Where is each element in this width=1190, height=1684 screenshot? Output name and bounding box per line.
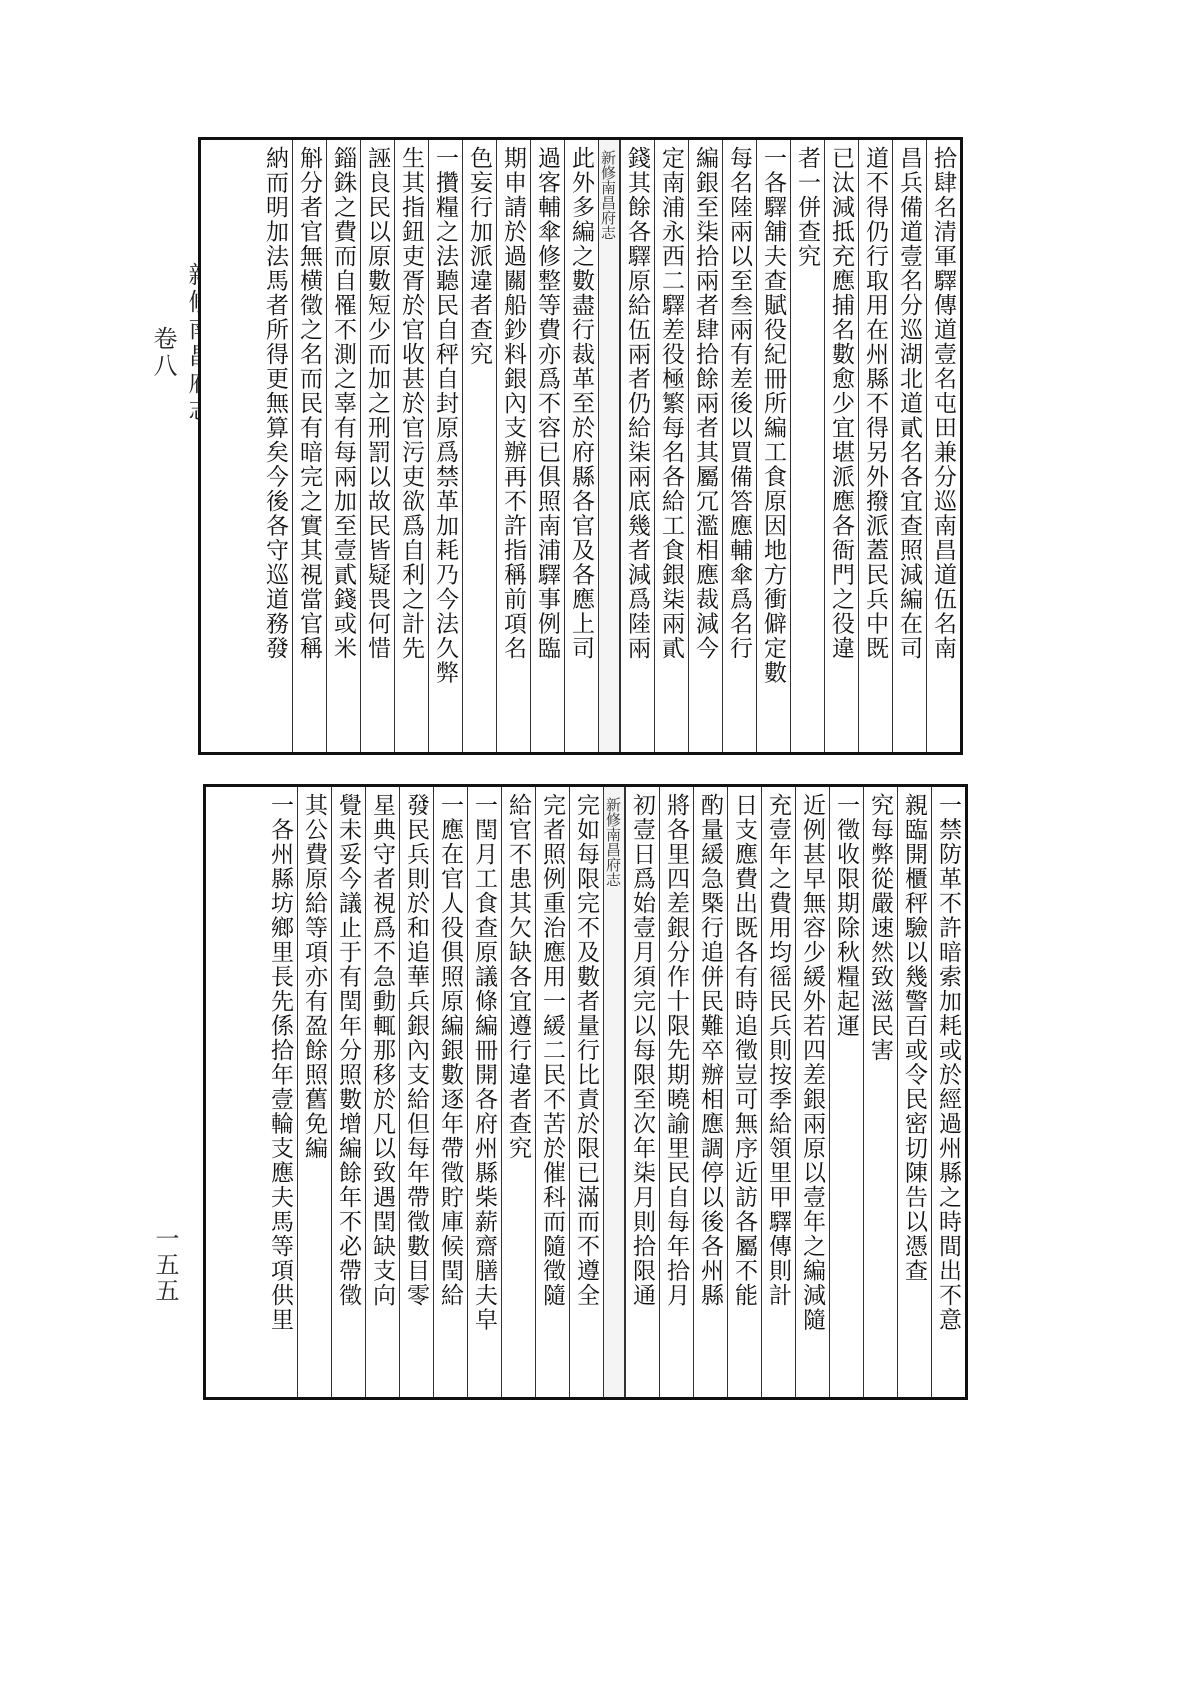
text-column: 一攢糧之法聽民自秤自封原爲禁革加耗乃今法久弊 [428, 140, 462, 752]
text-column: 誣良民以原數短少而加之刑罰以故民皆疑畏何惜 [360, 140, 394, 752]
text-column: 每名陸兩以至叁兩有差後以買備答應輔傘爲名行 [722, 140, 756, 752]
text-column: 此外多編之數盡行裁革至於府縣各官及各應上司 [564, 140, 598, 752]
text-column: 一閏月工食查原議條編冊開各府州縣柴薪齋膳夫皁 [467, 787, 501, 1397]
text-column: 錢其餘各驛原給伍兩者仍給柒兩底幾者減爲陸兩 [620, 140, 654, 752]
lower-text-block [203, 784, 968, 1400]
fold-separator [598, 140, 620, 752]
text-column: 一應在官人役俱照原編銀數逐年帶徵貯庫候閏給 [433, 787, 467, 1397]
text-column: 一禁防革不許暗索加耗或於經過州縣之時間出不意 [931, 787, 965, 1397]
text-column: 期申請於過關船鈔料銀內支辦再不許指稱前項名 [496, 140, 530, 752]
text-column: 酌量緩急槩行追併民難卒辦相應調停以後各州縣 [693, 787, 727, 1397]
fold-separator [603, 787, 625, 1397]
lower-columns [206, 787, 965, 1397]
text-column: 拾肆名清軍驛傳道壹名屯田兼分巡南昌道伍名南 [926, 140, 960, 752]
text-column: 錙銖之費而自罹不測之辜有每兩加至壹貳錢或米 [326, 140, 360, 752]
text-column: 初壹日爲始壹月須完以每限至次年柒月則拾限通 [625, 787, 659, 1397]
text-column: 斛分者官無横徵之名而民有暗完之實其視當官稱 [292, 140, 326, 752]
text-column: 將各里四差銀分作十限先期曉諭里民自每年拾月 [659, 787, 693, 1397]
text-column: 定南浦永西二驛差役極繁每名各給工食銀柒兩貳 [654, 140, 688, 752]
text-column: 充壹年之費用均徭民兵則按季給領里甲驛傳則計 [761, 787, 795, 1397]
fold-label: 新修南昌府志 [599, 150, 617, 240]
text-column: 納而明加法馬者所得更無算矣今後各守巡道務發 [262, 146, 288, 661]
text-column: 覺未妥今議止于有閏年分照數增編餘年不必帶徵 [331, 787, 365, 1397]
text-column: 生其指鈕吏胥於官收甚於官污吏欲爲自利之計先 [394, 140, 428, 752]
upper-columns [201, 140, 960, 752]
text-column: 親臨開櫃秤驗以幾警百或令民密切陳告以憑查 [897, 787, 931, 1397]
text-column: 者一併查究 [790, 140, 824, 752]
volume-label: 卷八 [149, 326, 177, 380]
fold-label: 新修南昌府志 [604, 797, 622, 887]
text-column: 究每弊從嚴速然致滋民害 [863, 787, 897, 1397]
upper-text-block [198, 137, 963, 755]
text-column: 給官不患其欠缺各宜遵行違者查究 [501, 787, 535, 1397]
text-column: 日支應費出既各有時追徵豈可無序近訪各屬不能 [727, 787, 761, 1397]
text-column: 一徵收限期除秋糧起運 [829, 787, 863, 1397]
text-column: 道不得仍行取用在州縣不得另外撥派蓋民兵中既 [858, 140, 892, 752]
text-column: 近例甚早無容少緩外若四差銀兩原以壹年之編減隨 [795, 787, 829, 1397]
text-column: 星典守者視爲不急動輒那移於凡以致遇閏缺支向 [365, 787, 399, 1397]
text-column: 一各驛舖夫查賦役紀冊所編工食原因地方衝僻定數 [756, 140, 790, 752]
text-column: 完如每限完不及數者量行比責於限已滿而不遵全 [569, 787, 603, 1397]
text-column: 一各州縣坊鄉里長先係拾年壹輪支應夫馬等項供里 [267, 793, 293, 1332]
text-column: 其公費原給等項亦有盈餘照舊免編 [297, 787, 331, 1397]
text-column: 編銀至柒拾兩者肆拾餘兩者其屬冗濫相應裁減今 [688, 140, 722, 752]
text-column: 已汰減抵充應捕名數愈少宜堪派應各衙門之役違 [824, 140, 858, 752]
text-column: 過客輔傘修整等費亦爲不容已俱照南浦驛事例臨 [530, 140, 564, 752]
text-column: 昌兵備道壹名分巡湖北道貳名各宜查照減編在司 [892, 140, 926, 752]
text-column: 發民兵則於和追華兵銀內支給但每年帶徵數目零 [399, 787, 433, 1397]
text-column: 色妄行加派違者查究 [462, 140, 496, 752]
text-column: 完者照例重治應用一緩二民不苦於催科而隨徵隨 [535, 787, 569, 1397]
page-number: 一五五 [151, 1226, 179, 1304]
